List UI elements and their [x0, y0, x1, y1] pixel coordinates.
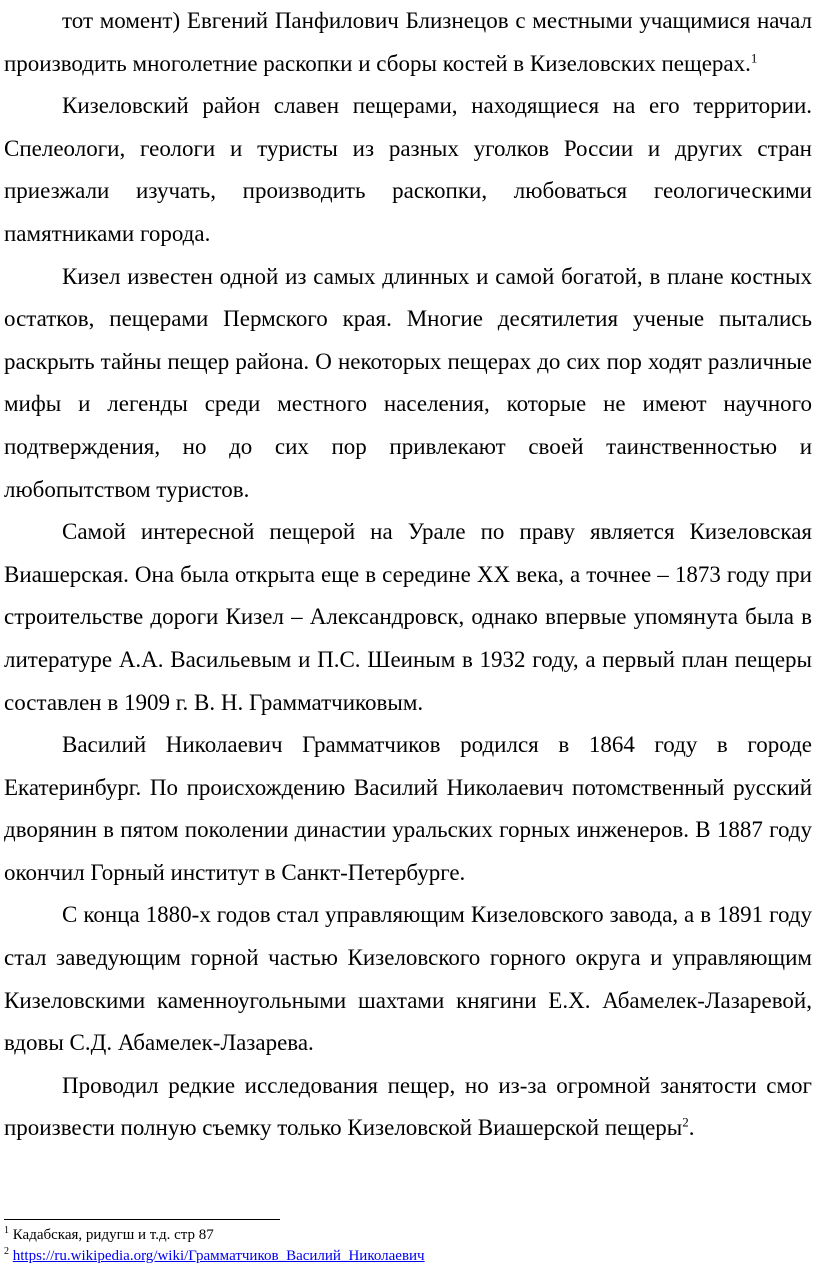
footnotes	[4, 1225, 804, 1267]
paragraph-text: Кизеловский район славен пещерами, находящиеся на его территории. Спелеологи, геологи и туристы из разных уголков России и других стран приезжали изучать, производить раскопки, любоваться геологическими памятниками города.	[4, 93, 812, 246]
paragraph-text: Василий Николаевич Грамматчиков родился в 1864 году в городе Екатеринбург. По происхождению Василий Николаевич потомственный русский дворянин в пятом поколении династии уральских горных инженеров. В 1887 году окончил Горный институт в Санкт-Петербурге.	[4, 732, 812, 885]
footnote	[4, 1225, 804, 1246]
footnote-ref[interactable]: 2	[682, 1114, 689, 1130]
footnote-mark: 1	[4, 1225, 9, 1236]
footnote-separator	[4, 1219, 280, 1220]
paragraph-text: тот момент) Евгений Панфилович Близнецов с местными учащимися начал производить многолетние раскопки и сборы костей в Кизеловских пещерах.	[4, 8, 812, 76]
paragraph	[4, 0, 812, 85]
paragraph	[4, 1065, 812, 1150]
paragraph	[4, 256, 812, 512]
footnote-text: Кадабская, ридугш и т.д. стр 87	[12, 1227, 214, 1243]
paragraph	[4, 894, 812, 1064]
paragraph-text: Кизел известен одной из самых длинных и самой богатой, в плане костных остатков, пещерами Пермского края. Многие десятилетия ученые пытались раскрыть тайны пещер района. О некоторых пещерах до сих пор ходят различные мифы и легенды среди местного населения, которые не имеют научного подтверждения, но до сих пор привлекают своей таинственностью и любопытством туристов.	[4, 263, 812, 502]
body-text	[4, 0, 812, 1150]
paragraph-text: Проводил редкие исследования пещер, но из-за огромной занятости смог произвести полную съемку только Кизеловской Виашерской пещеры	[4, 1072, 812, 1141]
paragraph-tail: .	[688, 1115, 695, 1141]
paragraph-text: Самой интересной пещерой на Урале по праву является Кизеловская Виашерская. Она была открыта еще в середине XX века, а точнее – 1873 году при строительстве дороги Кизел – Александровск, однако впервые упомянута была в литературе А.А. Васильевым и П.С. Шеиным в 1932 году, а первый план пещеры составлен в 1909 г. В. Н. Грамматчиковым.	[4, 519, 812, 715]
footnote-ref[interactable]: 1	[750, 49, 758, 65]
paragraph	[4, 85, 812, 255]
footnote-link[interactable]: https://ru.wikipedia.org/wiki/Грамматчиков_Василий_Николаевич	[12, 1248, 425, 1264]
footnote	[4, 1246, 804, 1267]
paragraph	[4, 724, 812, 894]
footnote-mark: 2	[4, 1246, 9, 1257]
paragraph-text: С конца 1880-х годов стал управляющим Кизеловского завода, а в 1891 году стал заведующим горной частью Кизеловского горного округа и управляющим Кизеловскими каменноугольными шахтами княгини Е.Х. Абамелек-Лазаревой, вдовы С.Д. Абамелек-Лазарева.	[4, 902, 812, 1056]
paragraph	[4, 511, 812, 724]
